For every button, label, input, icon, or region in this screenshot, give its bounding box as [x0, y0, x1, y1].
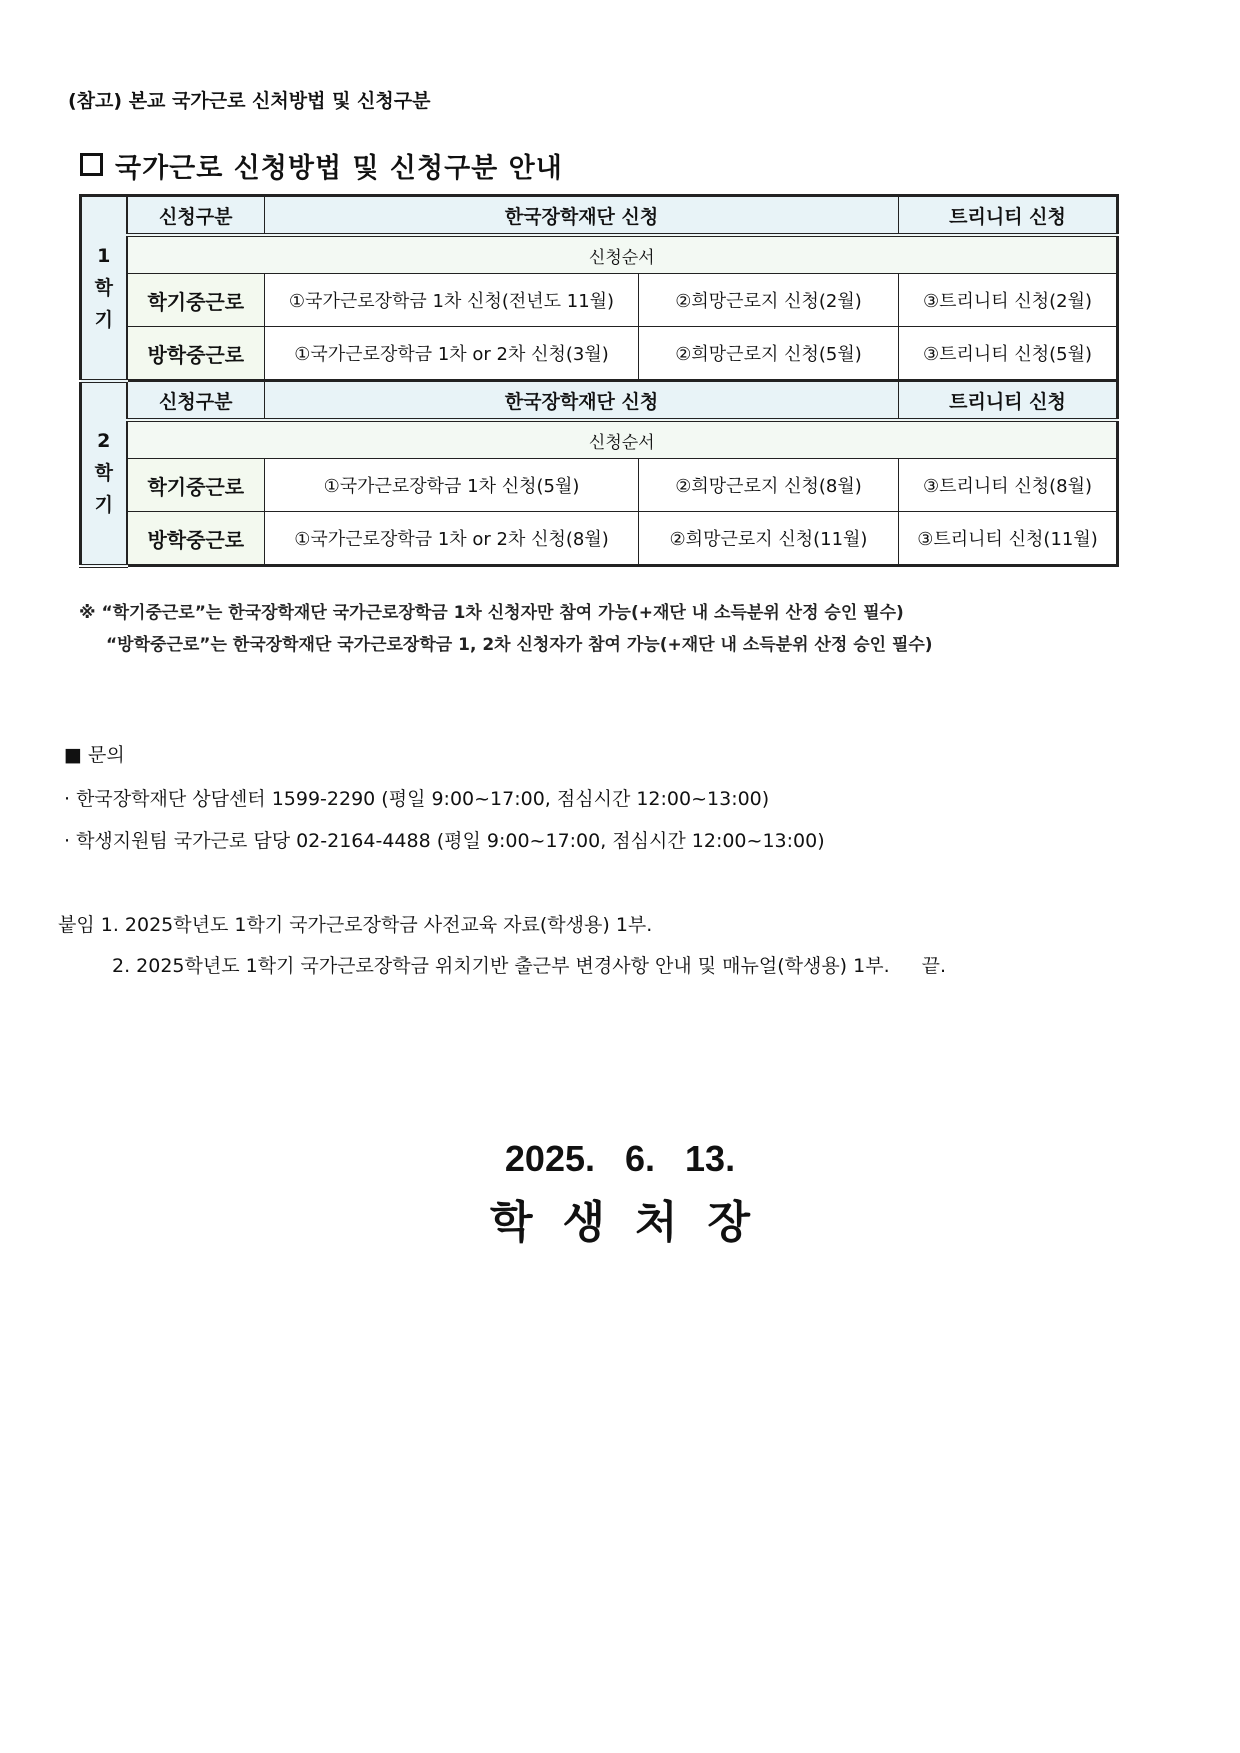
table-header-row	[81, 196, 1118, 236]
step-2: ②희망근로지 신청(8월)	[639, 459, 899, 512]
step-2: ②희망근로지 신청(11월)	[639, 512, 899, 566]
step-3: ③트리니티 신청(2월)	[899, 274, 1118, 327]
row-type: 학기중근로	[127, 274, 265, 327]
semester-1-label: 1 학 기	[81, 196, 127, 381]
attachment-line-2-text: 2. 2025학년도 1학기 국가근로장학금 위치기반 출근부 변경사항 안내 및 매뉴얼(학생용) 1부.	[112, 955, 890, 977]
end-mark: 끝.	[921, 955, 947, 977]
section-title	[80, 146, 563, 185]
step-1: ①국가근로장학금 1차 or 2차 신청(8월)	[265, 512, 639, 566]
application-table	[79, 194, 1119, 568]
order-label: 신청순서	[127, 235, 1118, 274]
row-type: 방학중근로	[127, 327, 265, 381]
reference-title: (참고) 본교 국가근로 신처방법 및 신청구분	[68, 90, 431, 112]
inquiry-line-office: · 학생지원팀 국가근로 담당 02-2164-4488 (평일 9:00~17:00, 점심시간 12:00~13:00)	[64, 830, 825, 852]
table-row	[81, 274, 1118, 327]
step-3: ③트리니티 신청(5월)	[899, 327, 1118, 381]
attachment-line-1: 붙임 1. 2025학년도 1학기 국가근로장학금 사전교육 자료(학생용) 1부.	[58, 914, 653, 936]
step-1: ①국가근로장학금 1차 or 2차 신청(3월)	[265, 327, 639, 381]
checkbox-square-icon	[80, 153, 103, 176]
inquiry-heading: ■ 문의	[64, 744, 125, 766]
header-kosaf: 한국장학재단 신청	[265, 381, 899, 421]
document-date: 2025. 6. 13.	[504, 1138, 736, 1179]
step-2: ②희망근로지 신청(2월)	[639, 274, 899, 327]
order-row	[81, 420, 1118, 459]
order-row	[81, 235, 1118, 274]
step-3: ③트리니티 신청(8월)	[899, 459, 1118, 512]
step-3: ③트리니티 신청(11월)	[899, 512, 1118, 566]
table-row	[81, 327, 1118, 381]
issuer-title: 학생처장	[489, 1197, 780, 1248]
row-type: 학기중근로	[127, 459, 265, 512]
step-1: ①국가근로장학금 1차 신청(5월)	[265, 459, 639, 512]
header-trinity: 트리니티 신청	[899, 196, 1118, 236]
section-title-text: 국가근로 신청방법 및 신청구분 안내	[115, 153, 563, 184]
header-category: 신청구분	[127, 196, 265, 236]
semester-2-label: 2 학 기	[81, 381, 127, 566]
step-1: ①국가근로장학금 1차 신청(전년도 11월)	[265, 274, 639, 327]
inquiry-line-kosaf: · 한국장학재단 상담센터 1599-2290 (평일 9:00~17:00, 점심시간 12:00~13:00)	[64, 788, 770, 810]
table-row	[81, 512, 1118, 566]
note-line-2: “방학중근로”는 한국장학재단 국가근로장학금 1, 2차 신청자가 참여 가능(+재단 내 소득분위 산정 승인 필수)	[106, 635, 933, 655]
step-2: ②희망근로지 신청(5월)	[639, 327, 899, 381]
header-kosaf: 한국장학재단 신청	[265, 196, 899, 236]
order-label: 신청순서	[127, 420, 1118, 459]
note-line-1: ※ “학기중근로”는 한국장학재단 국가근로장학금 1차 신청자만 참여 가능(+재단 내 소득분위 산정 승인 필수)	[79, 603, 904, 623]
table-row	[81, 459, 1118, 512]
table-header-row	[81, 381, 1118, 421]
header-category: 신청구분	[127, 381, 265, 421]
row-type: 방학중근로	[127, 512, 265, 566]
attachment-line-2	[112, 951, 946, 978]
header-trinity: 트리니티 신청	[899, 381, 1118, 421]
